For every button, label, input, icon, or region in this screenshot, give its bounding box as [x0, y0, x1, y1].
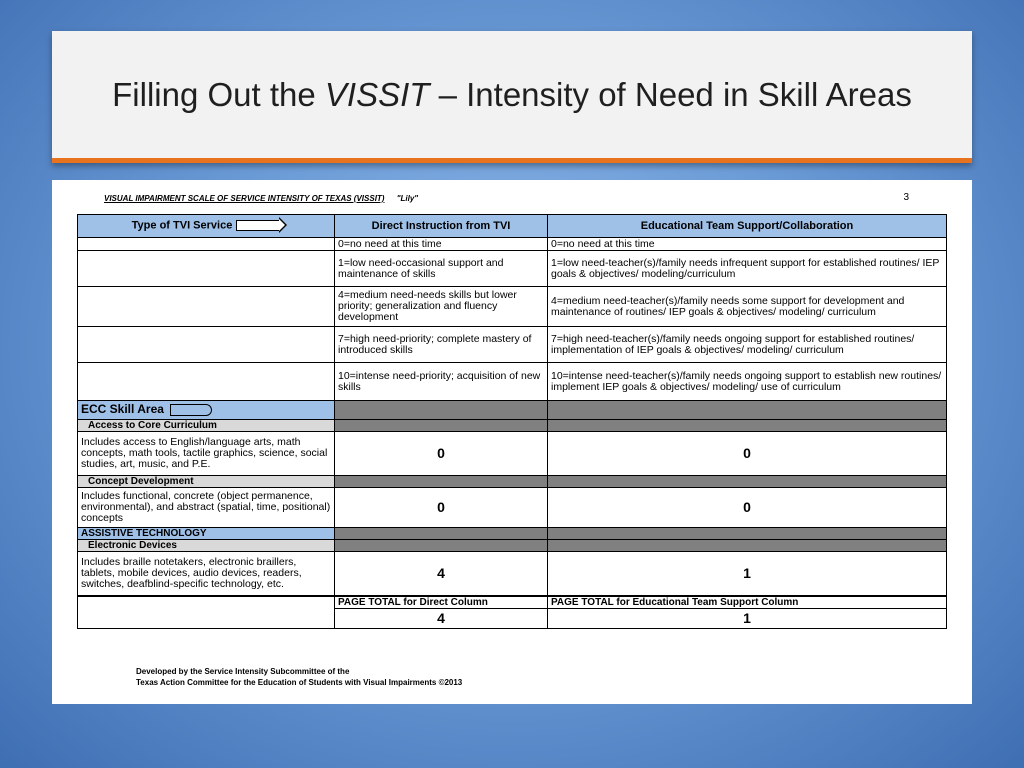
table-row — [78, 552, 947, 596]
slide-title — [112, 76, 912, 114]
gray-cell — [335, 420, 548, 432]
gray-cell — [548, 528, 947, 540]
electronic-team-score: 1 — [548, 552, 947, 596]
vissit-table — [77, 214, 947, 629]
curved-arrow-icon — [170, 404, 212, 416]
document-image — [52, 180, 972, 704]
title-prefix: Filling Out the — [112, 75, 325, 113]
assistive-technology-label: ASSISTIVE TECHNOLOGY — [78, 528, 335, 540]
empty-cell — [78, 363, 335, 401]
total-team-label: PAGE TOTAL for Educational Team Support Column — [548, 596, 947, 609]
ecc-skill-area-label — [78, 401, 335, 420]
electronic-direct-score: 4 — [335, 552, 548, 596]
footer-line-1: Developed by the Service Intensity Subcommittee of the — [136, 667, 350, 676]
level-direct: 7=high need-priority; complete mastery of introduced skills — [335, 327, 548, 363]
concept-team-score: 0 — [548, 488, 947, 528]
table-row — [78, 488, 947, 528]
gray-cell — [548, 540, 947, 552]
gray-cell — [335, 401, 548, 420]
total-label-row — [78, 596, 947, 609]
level-team: 10=intense need-teacher(s)/family needs ongoing support to establish new routines/ implement IEP goals & objectives/ modeling/ use of curriculum — [548, 363, 947, 401]
total-direct-label: PAGE TOTAL for Direct Column — [335, 596, 548, 609]
level-direct: 4=medium need-needs skills but lower priority; generalization and fluency development — [335, 287, 548, 327]
level-direct: 10=intense need-priority; acquisition of new skills — [335, 363, 548, 401]
table-row — [78, 327, 947, 363]
section-row — [78, 420, 947, 432]
ecc-label-text: ECC Skill Area — [81, 402, 164, 417]
level-team: 0=no need at this time — [548, 238, 947, 251]
gray-cell — [335, 540, 548, 552]
title-italic: VISSIT — [324, 75, 430, 113]
access-direct-score: 0 — [335, 432, 548, 476]
table-row — [78, 432, 947, 476]
document-footer — [136, 666, 462, 688]
concept-development-label: Concept Development — [78, 476, 335, 488]
section-row — [78, 528, 947, 540]
empty-cell — [78, 238, 335, 251]
section-row — [78, 540, 947, 552]
document-header — [104, 194, 909, 208]
electronic-devices-label: Electronic Devices — [78, 540, 335, 552]
access-description: Includes access to English/language arts, math concepts, math tools, tactile graphics, science, social studies, art, music, and P.E. — [78, 432, 335, 476]
document-header-title: VISUAL IMPAIRMENT SCALE OF SERVICE INTENSITY OF TEXAS (VISSIT) — [104, 194, 385, 203]
ecc-row — [78, 401, 947, 420]
gray-cell — [548, 401, 947, 420]
header-team-support: Educational Team Support/Collaboration — [548, 215, 947, 238]
gray-cell — [335, 528, 548, 540]
header-type-label: Type of TVI Service — [131, 219, 233, 232]
empty-cell — [78, 287, 335, 327]
table-row — [78, 251, 947, 287]
empty-cell — [78, 596, 335, 629]
table-header-row — [78, 215, 947, 238]
level-direct: 0=no need at this time — [335, 238, 548, 251]
table-row — [78, 287, 947, 327]
total-team-value: 1 — [548, 608, 947, 628]
level-team: 1=low need-teacher(s)/family needs infrequent support for established routines/ IEP goals & objectives/ modeling/curriculum — [548, 251, 947, 287]
header-type-of-service — [78, 215, 335, 238]
electronic-description: Includes braille notetakers, electronic braillers, tablets, mobile devices, audio devices, readers, switches, deafblind-specific technology, etc. — [78, 552, 335, 596]
empty-cell — [78, 251, 335, 287]
title-suffix: – Intensity of Need in Skill Areas — [429, 75, 912, 113]
level-team: 7=high need-teacher(s)/family needs ongoing support for established routines/ implementation of IEP goals & objectives/ modeling/ curriculum — [548, 327, 947, 363]
section-row — [78, 476, 947, 488]
total-direct-value: 4 — [335, 608, 548, 628]
document-header-name: "Lily" — [396, 194, 419, 203]
access-core-curriculum-label: Access to Core Curriculum — [78, 420, 335, 432]
table-row — [78, 238, 947, 251]
gray-cell — [335, 476, 548, 488]
header-direct-instruction: Direct Instruction from TVI — [335, 215, 548, 238]
footer-line-2: Texas Action Committee for the Education of Students with Visual Impairments ©2013 — [136, 678, 463, 687]
concept-description: Includes functional, concrete (object permanence, environmental), and abstract (spatial, time, positional) concepts — [78, 488, 335, 528]
access-team-score: 0 — [548, 432, 947, 476]
table-row — [78, 363, 947, 401]
concept-direct-score: 0 — [335, 488, 548, 528]
slide-title-box — [52, 31, 972, 163]
empty-cell — [78, 327, 335, 363]
level-team: 4=medium need-teacher(s)/family needs some support for development and maintenance of routines/ IEP goals & objectives/ modeling/ curriculum — [548, 287, 947, 327]
gray-cell — [548, 420, 947, 432]
level-direct: 1=low need-occasional support and maintenance of skills — [335, 251, 548, 287]
page-number: 3 — [903, 192, 909, 203]
right-arrow-icon — [236, 220, 280, 231]
gray-cell — [548, 476, 947, 488]
